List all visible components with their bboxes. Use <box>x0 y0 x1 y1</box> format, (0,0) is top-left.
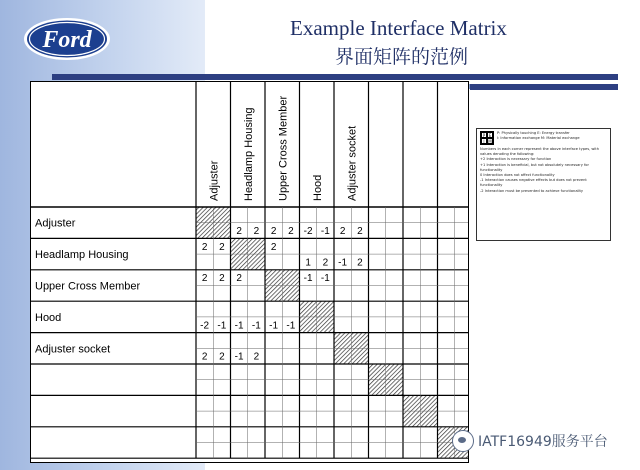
legend-box-letter: I <box>481 138 487 144</box>
interaction-value: 2 <box>270 226 277 238</box>
legend-intro: Numbers in each corner represent the above interface types, with values denoting the following: <box>480 147 599 157</box>
legend-item: +2 Interaction is necessary for function <box>480 157 552 162</box>
legend-key <box>480 131 607 145</box>
slide-title-english: Example Interface Matrix <box>290 16 507 40</box>
legend-item: +1 Interaction is beneficial, but not absolutely necessary for functionality <box>480 162 589 172</box>
legend-box-letter: P <box>482 133 486 138</box>
interaction-value: -1 <box>234 320 244 332</box>
legend-box-letter: E <box>488 133 492 138</box>
interaction-value: 2 <box>219 241 225 253</box>
row-label: Upper Cross Member <box>35 280 141 293</box>
interaction-value: -1 <box>286 320 296 332</box>
interaction-value: -2 <box>200 320 210 332</box>
legend-box <box>476 128 611 241</box>
row-label: Adjuster socket <box>35 343 111 356</box>
slide-title-chinese: 界面矩阵的范例 <box>335 46 469 68</box>
interaction-value: -2 <box>303 226 313 238</box>
wechat-icon <box>452 430 474 452</box>
legend-corner-box <box>480 131 494 145</box>
watermark-text: IATF16949服务平台 <box>478 434 608 450</box>
interface-matrix-panel <box>30 81 469 463</box>
interaction-value: 2 <box>288 226 294 238</box>
interaction-value: 2 <box>201 241 208 253</box>
interaction-value: 1 <box>305 257 311 269</box>
interaction-value: -1 <box>217 320 227 332</box>
interaction-value: -1 <box>338 257 348 269</box>
interaction-value: 2 <box>219 351 225 363</box>
row-label: Adjuster <box>35 217 76 230</box>
column-header-label: Upper Cross Member <box>277 95 290 201</box>
interaction-value: -1 <box>303 273 313 285</box>
ford-logo-text: Ford <box>42 27 92 53</box>
interaction-value: 2 <box>236 226 242 238</box>
interaction-value: 2 <box>236 273 242 285</box>
interaction-value: 2 <box>201 351 208 363</box>
row-label: Headlamp Housing <box>35 249 129 262</box>
column-header-label: Adjuster <box>208 160 221 201</box>
row-label: Hood <box>35 311 62 324</box>
interface-matrix-grid <box>31 82 468 462</box>
column-header-label: Hood <box>311 174 324 201</box>
legend-item: 0 Interaction does not affect functionality <box>480 173 555 178</box>
interaction-value: 2 <box>201 273 208 285</box>
legend-item: -2 Interaction must be prevented to achieve functionality <box>480 188 584 193</box>
interaction-value: -1 <box>251 320 261 332</box>
legend-item: -1 Interaction causes negative effects but does not prevent functionality <box>480 178 587 188</box>
column-header-label: Adjuster socket <box>346 125 359 201</box>
interaction-value: 2 <box>339 226 346 238</box>
interaction-value: -1 <box>234 351 244 363</box>
interaction-value: 2 <box>253 226 260 238</box>
legend-key-line: P: Physically touching E: Energy transfer <box>497 131 570 135</box>
interaction-value: 2 <box>219 273 225 285</box>
interaction-value: -1 <box>320 273 330 285</box>
column-header-label: Headlamp Housing <box>242 107 255 201</box>
legend-key-line: I: Information exchange M: Material exchange <box>497 136 580 141</box>
interaction-value: -1 <box>269 320 279 332</box>
legend-box-letter: M <box>488 139 492 144</box>
interaction-value: 2 <box>322 257 329 269</box>
interaction-value: 2 <box>357 226 363 238</box>
interaction-value: 2 <box>270 241 277 253</box>
wechat-watermark <box>452 430 608 452</box>
interaction-value: 2 <box>253 351 260 363</box>
interaction-value: 2 <box>357 257 363 269</box>
interaction-value: -1 <box>320 226 330 238</box>
